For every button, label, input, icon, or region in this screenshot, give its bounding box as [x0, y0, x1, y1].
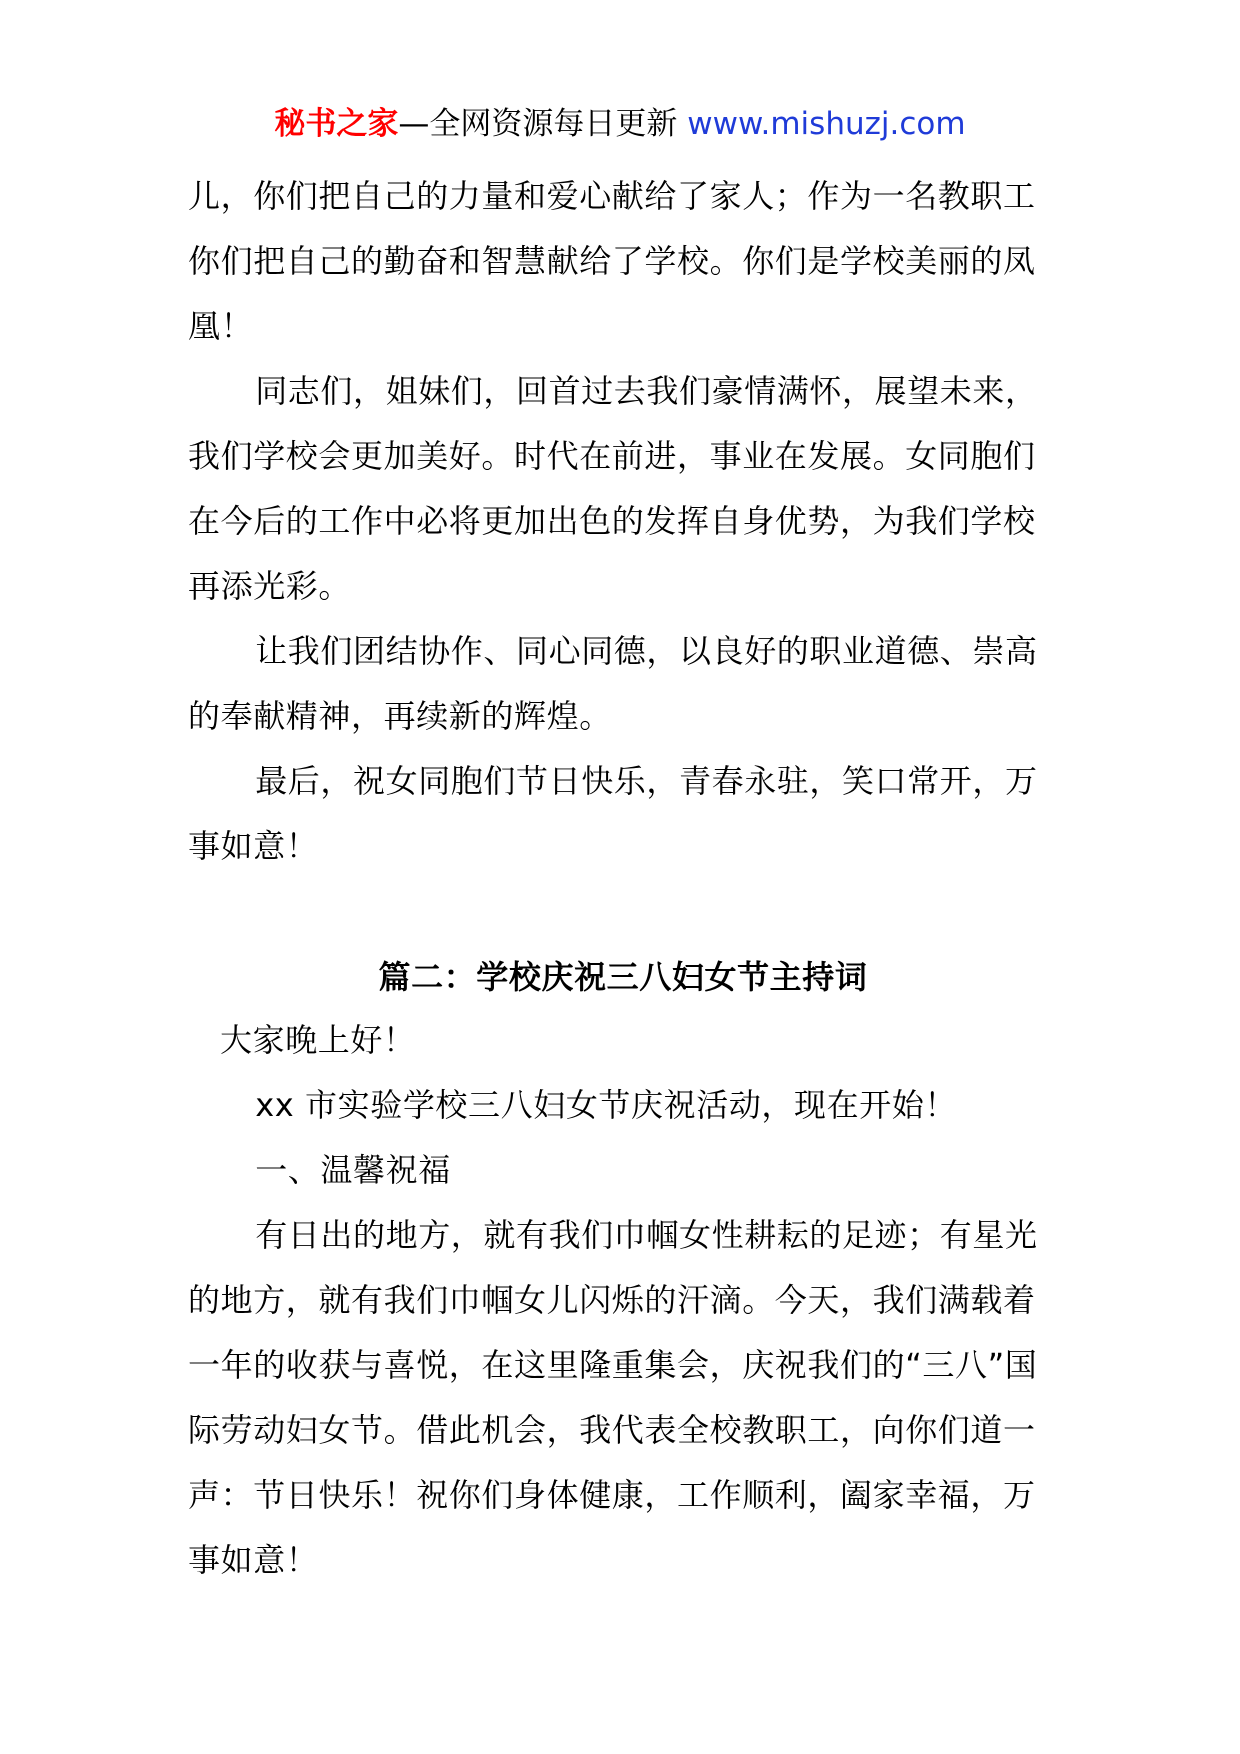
section-title: 篇二：学校庆祝三八妇女节主持词	[378, 958, 868, 996]
paragraph: 有日出的地方，就有我们巾帼女性耕耘的足迹；有星光的地方，就有我们巾帼女儿闪烁的汗滴。今天，我们满载着一年的收获与喜悦，在这里隆重集会，庆祝我们的“三八”国际劳动妇女节。借此机会，我代表全校教职工，向你们道一声：节日快乐！祝你们身体健康，工作顺利，阖家幸福，万事如意！	[188, 1216, 1038, 1579]
opening-line: xx 市实验学校三八妇女节庆祝活动，现在开始！	[255, 1086, 958, 1124]
brand-name: 秘书之家	[274, 106, 399, 142]
paragraph: 最后，祝女同胞们节日快乐，青春永驻，笑口常开，万事如意！	[188, 762, 1038, 865]
paragraph: 让我们团结协作、同心同德，以良好的职业道德、崇高的奉献精神，再续新的辉煌。	[188, 632, 1038, 735]
paragraph: 儿，你们把自己的力量和爱心献给了家人；作为一名教职工你们把自己的勤奋和智慧献给了学校。你们是学校美丽的凤凰！	[188, 177, 1036, 345]
site-url[interactable]: www.mishuzj.com	[687, 106, 966, 142]
page-header	[0, 100, 1240, 148]
header-tagline: —全网资源每日更新	[398, 106, 678, 142]
document-body	[188, 164, 1058, 1593]
greeting: 大家晚上好！	[220, 1021, 416, 1059]
paragraph: 同志们，姐妹们，回首过去我们豪情满怀，展望未来，我们学校会更加美好。时代在前进，事业在发展。女同胞们在今后的工作中必将更加出色的发挥自身优势，为我们学校再添光彩。	[188, 372, 1038, 605]
subsection-heading: 一、温馨祝福	[255, 1151, 451, 1189]
